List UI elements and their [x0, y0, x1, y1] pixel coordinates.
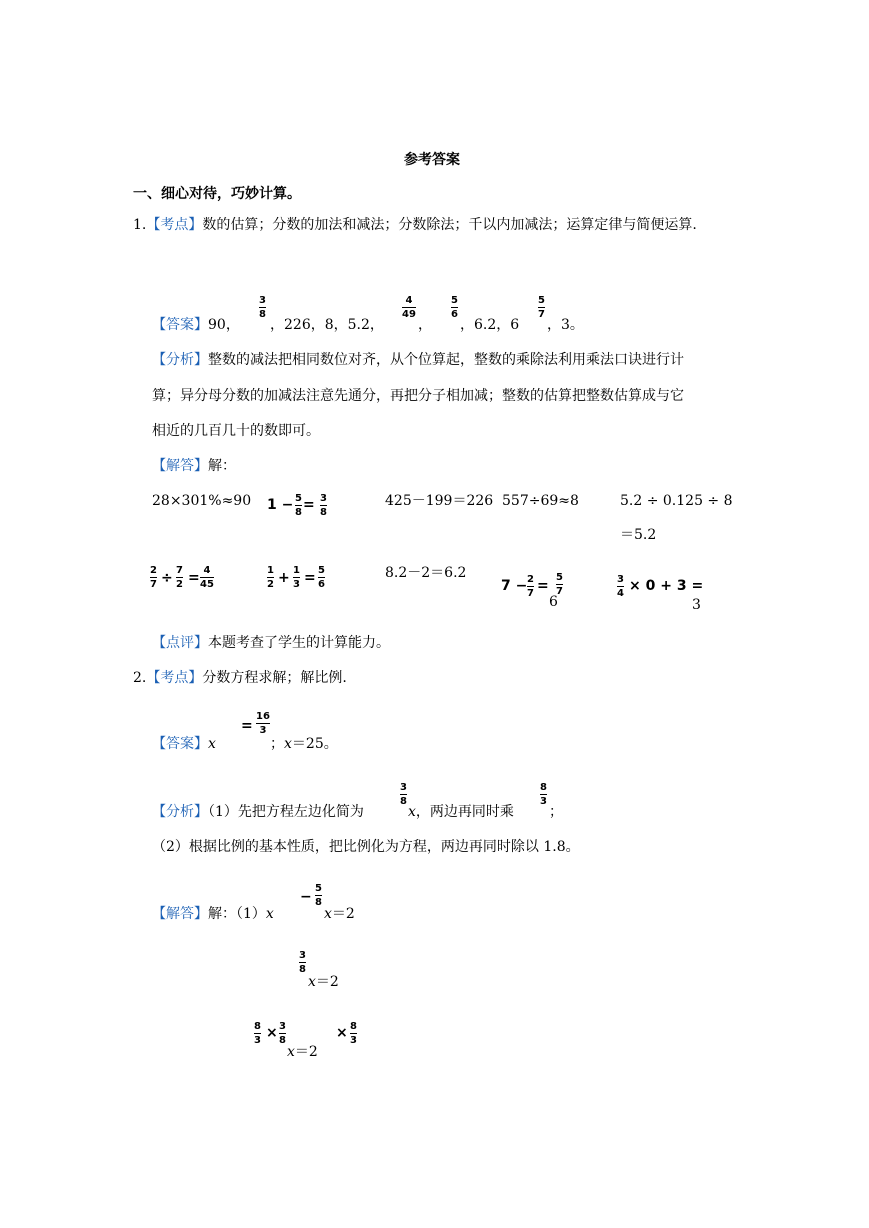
q1-fenxi-line: 算；异分母分数的加减法注意先通分，再把分子相加减；整数的估算把整数估算成与它 — [152, 388, 684, 404]
calc-expression: + — [278, 570, 290, 586]
q2-fenxi-text: x，两边再同时乘 — [408, 804, 514, 820]
calc-expression: 1 − — [267, 497, 294, 513]
q2-number: 2. — [133, 670, 147, 686]
calc-expression: 6 — [549, 594, 558, 610]
q1-answer-part: ，3。 — [547, 317, 584, 333]
calc-fraction: 5 8 — [295, 493, 302, 518]
q2-answer-rest: ；x＝25。 — [270, 736, 338, 752]
section-heading: 一、细心对待，巧妙计算。 — [133, 186, 301, 202]
calc-fraction: 1 3 — [293, 565, 300, 590]
step-text: x＝2 — [287, 1044, 318, 1060]
calc-expression: ＝5.2 — [620, 527, 657, 543]
q1-fenxi-line: 【分析】整数的减法把相同数位对齐，从个位算起，整数的乘除法利用乘法口诀进行计 — [152, 352, 684, 368]
q2-fenxi-tag: 【分析】 — [152, 804, 208, 820]
step-text: x＝2 — [324, 906, 355, 922]
calc-expression: 3 — [692, 597, 701, 613]
q1-answer-frac: 5 6 — [451, 295, 458, 320]
calc-expression: 425－199＝226 — [385, 493, 494, 509]
calc-fraction: 4 45 — [200, 565, 214, 590]
calc-fraction: 2 7 — [527, 574, 534, 599]
calc-fraction: 5 6 — [318, 565, 325, 590]
calc-fraction: 2 7 — [150, 565, 157, 590]
page-title: 参考答案 — [404, 152, 460, 168]
q2-kaodian-tag: 【考点】 — [146, 670, 203, 686]
q2-fenxi-frac: 8 3 — [540, 782, 547, 807]
calc-expression: ÷ — [161, 570, 173, 586]
step-minus: − — [300, 889, 312, 905]
q2-answer-tag: 【答案】 — [152, 736, 208, 752]
q1-answer-frac: 5 7 — [538, 295, 545, 320]
step-text: x＝2 — [308, 974, 339, 990]
calc-expression: 28×301%≈90 — [152, 493, 252, 509]
calc-fraction: 7 2 — [176, 565, 183, 590]
calc-fraction: 1 2 — [267, 565, 274, 590]
calc-fraction: 5 7 — [556, 572, 563, 597]
q1-answer-tag: 【答案】 — [152, 317, 208, 333]
calc-expression: 7 − — [501, 578, 528, 594]
q1-kaodian-text: 数的估算；分数的加法和减法；分数除法；千以内加减法；运算定律与简便运算. — [202, 217, 697, 233]
q1-answer-part: ， — [418, 317, 432, 333]
step-times: × — [266, 1025, 278, 1041]
step-frac: 8 3 — [350, 1021, 357, 1046]
q2-kaodian — [133, 669, 347, 687]
step-frac: 5 8 — [315, 883, 322, 908]
q1-number: 1. — [133, 217, 147, 233]
q1-jieda-tag: 【解答】 — [152, 458, 208, 474]
q1-answer-frac: 4 49 — [402, 295, 416, 320]
q1-answer-part: ，6.2，6 — [460, 317, 520, 333]
step-frac: 3 8 — [299, 950, 306, 975]
calc-expression: 5.2 ÷ 0.125 ÷ 8 — [620, 493, 733, 509]
q1-kaodian — [133, 216, 697, 234]
q2-fenxi-text: ； — [549, 804, 563, 820]
calc-expression: = — [304, 570, 316, 586]
q2-kaodian-text: 分数方程求解；解比例. — [202, 670, 347, 686]
calc-fraction: 3 8 — [320, 493, 327, 518]
q1-kaodian-tag: 【考点】 — [146, 217, 203, 233]
q1-fenxi-line: 相近的几百几十的数即可。 — [152, 423, 320, 439]
q1-fenxi-tag: 【分析】 — [152, 352, 208, 368]
calc-expression: = — [188, 570, 200, 586]
calc-expression: = — [537, 578, 549, 594]
q2-answer-frac: 16 3 — [256, 711, 270, 736]
q1-dianping: 【点评】本题考查了学生的计算能力。 — [152, 635, 390, 651]
q1-dianping-tag: 【点评】 — [152, 635, 208, 651]
q1-answer — [152, 316, 240, 334]
q2-fenxi-frac: 3 8 — [400, 782, 407, 807]
calc-expression: 8.2－2＝6.2 — [385, 565, 467, 581]
q2-fenxi: 【分析】（1）先把方程左边化简为 — [152, 804, 364, 820]
calc-expression: 557÷69≈8 — [502, 493, 579, 509]
step-times: × — [336, 1025, 348, 1041]
step-frac: 3 8 — [279, 1021, 286, 1046]
q2-jieda: 【解答】解：（1）x — [152, 906, 274, 922]
step-frac: 8 3 — [254, 1021, 261, 1046]
q1-answer-part: ，226，8，5.2， — [270, 317, 384, 333]
q1-answer-part: 90， — [208, 317, 240, 333]
q2-answer-eq: = — [241, 718, 253, 734]
calc-expression: × 0 + 3 = — [629, 578, 704, 594]
q1-answer-frac: 3 8 — [259, 295, 266, 320]
q2-answer: 【答案】x — [152, 736, 216, 752]
calc-fraction: 3 4 — [617, 574, 624, 599]
calc-expression: = — [303, 497, 315, 513]
q2-jieda-tag: 【解答】 — [152, 906, 208, 922]
q2-fenxi-line2: （2）根据比例的基本性质，把比例化为方程，两边再同时除以 1.8。 — [152, 839, 580, 855]
q1-jieda: 【解答】解： — [152, 458, 236, 474]
